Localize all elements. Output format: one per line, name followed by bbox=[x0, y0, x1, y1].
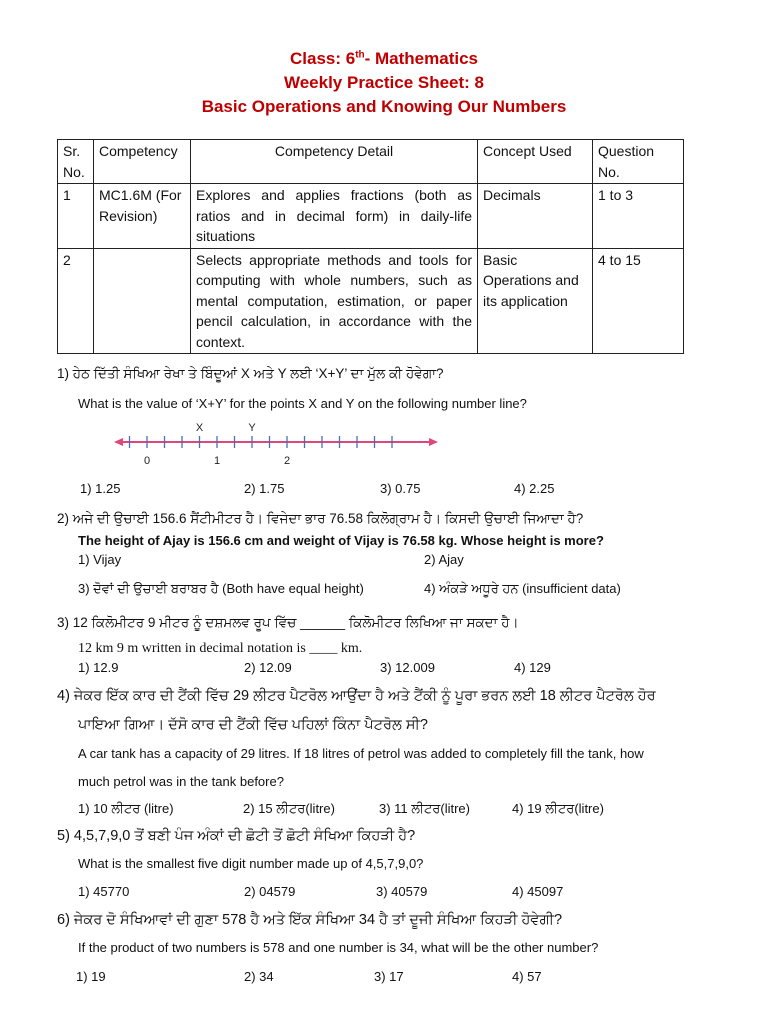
q5-option-4: 4) 45097 bbox=[512, 884, 564, 899]
q2-punjabi: 2) ਅਜੇ ਦੀ ਉਚਾਈ 156.6 ਸੈਂਟੀਮੀਟਰ ਹੈ। ਵਿਜੇਦਾ ਭਾਰ 76.58 ਕਿਲੋਗ੍ਰਾਮ ਹੈ। ਕਿਸਦੀ ਉਚਾਈ ਜਿਆਦਾ ਹੈ? bbox=[57, 511, 584, 526]
table-cell: 1 bbox=[58, 184, 94, 249]
q2-option-3: 3) ਦੋਵਾਂ ਦੀ ਉਚਾਈ ਬਰਾਬਰ ਹੈ (Both have equal height) bbox=[78, 581, 364, 596]
table-row bbox=[58, 248, 684, 354]
q1-option-2: 2) 1.75 bbox=[244, 481, 285, 496]
q6-option-2: 2) 34 bbox=[244, 969, 274, 984]
table-cell: 2 bbox=[58, 248, 94, 354]
q2-option-2: 2) Ajay bbox=[424, 552, 464, 567]
class-title: Class: 6th- Mathematics bbox=[289, 49, 479, 68]
q3-option-2: 2) 12.09 bbox=[244, 660, 292, 675]
q4-option-1: 1) 10 ਲੀਟਰ (litre) bbox=[78, 801, 174, 816]
table-cell: MC1.6M (For Revision) bbox=[94, 184, 191, 249]
q1-option-3: 3) 0.75 bbox=[380, 481, 421, 496]
q3-option-4: 4) 129 bbox=[514, 660, 551, 675]
q3-option-1: 1) 12.9 bbox=[78, 660, 119, 675]
q2-english: The height of Ajay is 156.6 cm and weight of Vijay is 76.58 kg. Whose height is more? bbox=[78, 533, 604, 548]
q5-english: What is the smallest five digit number made up of 4,5,7,9,0? bbox=[78, 856, 424, 871]
table-cell: Selects appropriate methods and tools for computing with whole numbers, such as mental computation, estimation, or paper pencil calculation, in accordance with the context. bbox=[191, 248, 478, 354]
number-line-point-label: X bbox=[195, 422, 204, 434]
q5-punjabi: 5) 4,5,7,9,0 ਤੋਂ ਬਣੀ ਪੰਜ ਅੰਕਾਂ ਦੀ ਛੋਟੀ ਤੋਂ ਛੋਟੀ ਸੰਖਿਆ ਕਿਹੜੀ ਹੈ? bbox=[57, 828, 416, 844]
table-header-row bbox=[58, 140, 684, 184]
q6-option-3: 3) 17 bbox=[374, 969, 404, 984]
table-row bbox=[58, 184, 684, 249]
q5-option-3: 3) 40579 bbox=[376, 884, 428, 899]
table-cell: Basic Operations and its application bbox=[478, 248, 593, 354]
header-competency: Competency bbox=[94, 140, 191, 184]
q4-english-line-2: much petrol was in the tank before? bbox=[78, 774, 284, 789]
number-line-label: 0 bbox=[143, 455, 151, 467]
table-cell: 1 to 3 bbox=[593, 184, 684, 249]
q4-english-line-1: A car tank has a capacity of 29 litres. If 18 litres of petrol was added to completely fill the tank, how bbox=[78, 746, 644, 761]
q1-punjabi: 1) ਹੇਠ ਦਿੱਤੀ ਸੰਖਿਆ ਰੇਖਾ ਤੇ ਬਿੰਦੂਆਂ X ਅਤੇ Y ਲਈ ‘X+Y’ ਦਾ ਮੁੱਲ ਕੀ ਹੋਵੇਗਾ? bbox=[57, 366, 444, 381]
right-arrow-icon bbox=[429, 438, 438, 446]
q1-english: What is the value of ‘X+Y’ for the points X and Y on the following number line? bbox=[78, 396, 527, 411]
table-cell: Decimals bbox=[478, 184, 593, 249]
header-competency-detail: Competency Detail bbox=[191, 140, 478, 184]
q6-english: If the product of two numbers is 578 and one number is 34, what will be the other number? bbox=[78, 940, 599, 955]
q6-punjabi: 6) ਜੇਕਰ ਦੋ ਸੰਖਿਆਵਾਂ ਦੀ ਗੁਣਾ 578 ਹੈ ਅਤੇ ਇੱਕ ਸੰਖਿਆ 34 ਹੈ ਤਾਂ ਦੂਜੀ ਸੰਖਿਆ ਕਿਹੜੀ ਹੋਵੇਗੀ? bbox=[57, 912, 563, 928]
left-arrow-icon bbox=[114, 438, 123, 446]
q4-option-3: 3) 11 ਲੀਟਰ(litre) bbox=[379, 801, 470, 816]
number-line bbox=[110, 418, 440, 468]
q4-option-4: 4) 19 ਲੀਟਰ(litre) bbox=[512, 801, 604, 816]
competency-table bbox=[57, 139, 684, 354]
q1-option-1: 1) 1.25 bbox=[80, 481, 121, 496]
q2-option-1: 1) Vijay bbox=[78, 552, 122, 567]
number-line-point-label: Y bbox=[248, 422, 256, 434]
q5-option-2: 2) 04579 bbox=[244, 884, 296, 899]
q4-punjabi-line-1: 4) ਜੇਕਰ ਇੱਕ ਕਾਰ ਦੀ ਟੈਂਕੀ ਵਿੱਚ 29 ਲੀਟਰ ਪੈਟਰੋਲ ਆਉਂਦਾ ਹੈ ਅਤੇ ਟੈਂਕੀ ਨੂੰ ਪੂਰਾ ਭਰਨ ਲਈ 18 ਲੀਟਰ ਪੈਟਰੋਲ ਹੋਰ bbox=[57, 688, 656, 704]
sheet-title: Weekly Practice Sheet: 8 bbox=[283, 73, 484, 92]
number-line-label: 2 bbox=[283, 455, 291, 467]
q1-option-4: 4) 2.25 bbox=[514, 481, 555, 496]
header-sr-no: Sr. No. bbox=[58, 140, 94, 184]
q4-punjabi-line-2: ਪਾਇਆ ਗਿਆ। ਦੱਸੋ ਕਾਰ ਦੀ ਟੈਂਕੀ ਵਿੱਚ ਪਹਿਲਾਂ ਕਿੰਨਾ ਪੈਟਰੋਲ ਸੀ? bbox=[78, 717, 428, 733]
header-question-no: Question No. bbox=[593, 140, 684, 184]
q4-option-2: 2) 15 ਲੀਟਰ(litre) bbox=[243, 801, 335, 816]
table-cell bbox=[94, 248, 191, 354]
topic-title: Basic Operations and Knowing Our Numbers bbox=[201, 97, 567, 116]
q3-english: 12 km 9 m written in decimal notation is ____ km. bbox=[78, 641, 363, 656]
table-cell: 4 to 15 bbox=[593, 248, 684, 354]
header-concept-used: Concept Used bbox=[478, 140, 593, 184]
q3-option-3: 3) 12.009 bbox=[380, 660, 435, 675]
table-cell: Explores and applies fractions (both as ratios and in decimal form) in daily-life situations bbox=[191, 184, 478, 249]
q2-option-4: 4) ਅੰਕੜੇ ਅਧੂਰੇ ਹਨ (insufficient data) bbox=[424, 581, 621, 596]
number-line-label: 1 bbox=[213, 455, 221, 467]
q6-option-1: 1) 19 bbox=[76, 969, 106, 984]
q3-punjabi: 3) 12 ਕਿਲੋਮੀਟਰ 9 ਮੀਟਰ ਨੂੰ ਦਸ਼ਮਲਵ ਰੂਪ ਵਿੱਚ ______ ਕਿਲੋਮੀਟਰ ਲਿਖਿਆ ਜਾ ਸਕਦਾ ਹੈ। bbox=[57, 615, 519, 630]
q6-option-4: 4) 57 bbox=[512, 969, 542, 984]
q5-option-1: 1) 45770 bbox=[78, 884, 130, 899]
